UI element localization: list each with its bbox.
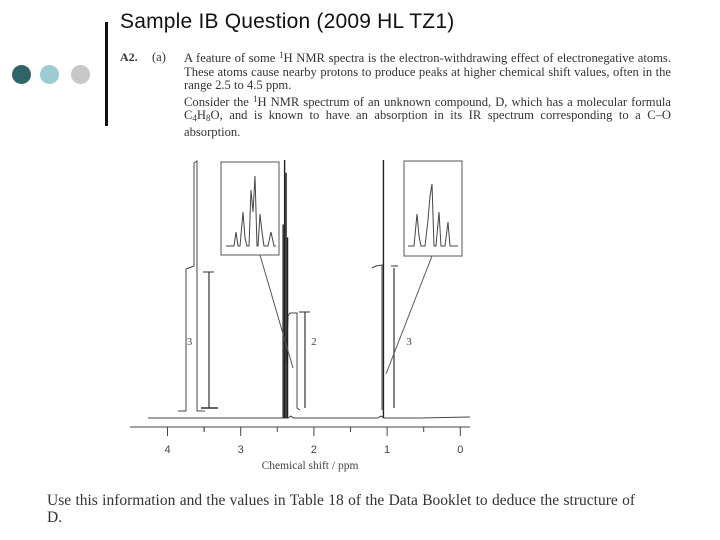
spectrum-peaks <box>283 160 383 418</box>
integration-trace-3 <box>372 265 382 410</box>
integration-label: 3 <box>406 336 412 348</box>
x-tick-label: 3 <box>237 444 244 456</box>
question-paragraph-1: A feature of some $^1$H NMR spectra is the electron-withdrawing effect of electronegative atoms. These atoms cause nearby protons to produce peaks at higher chemical shift values, often in the range 2.5 to 4.5 ppm. <box>184 50 671 93</box>
question-paragraph-2: Consider the $^1$H NMR spectrum of an unknown compound, D, which has a molecular formula $C_4H_8O$, and is known to have an absorption in its IR spectrum corresponding to a C–O absorption. <box>184 93 671 139</box>
x-axis-ticks <box>164 427 463 456</box>
spectrum-baseline <box>148 416 470 418</box>
integration-trace-1 <box>178 161 205 411</box>
x-tick-label: 1 <box>384 444 391 456</box>
instruction-text: Use this information and the values in Table 18 of the Data Booklet to deduce the structure of D. <box>47 492 635 526</box>
x-tick-label: 0 <box>457 444 464 456</box>
question-number: A2. <box>120 50 138 64</box>
question-part: (a) <box>152 50 166 64</box>
x-tick-label: 4 <box>164 444 171 456</box>
x-tick-label: 2 <box>310 444 317 456</box>
integration-label: 3 <box>186 336 193 348</box>
slide-title: Sample IB Question (2009 HL TZ1) <box>120 10 455 33</box>
x-axis-label: Chemical shift / ppm <box>261 460 359 472</box>
integration-labels <box>187 336 413 348</box>
inset-pointer-triplet <box>386 256 432 374</box>
integration-label: 2 <box>311 336 317 348</box>
